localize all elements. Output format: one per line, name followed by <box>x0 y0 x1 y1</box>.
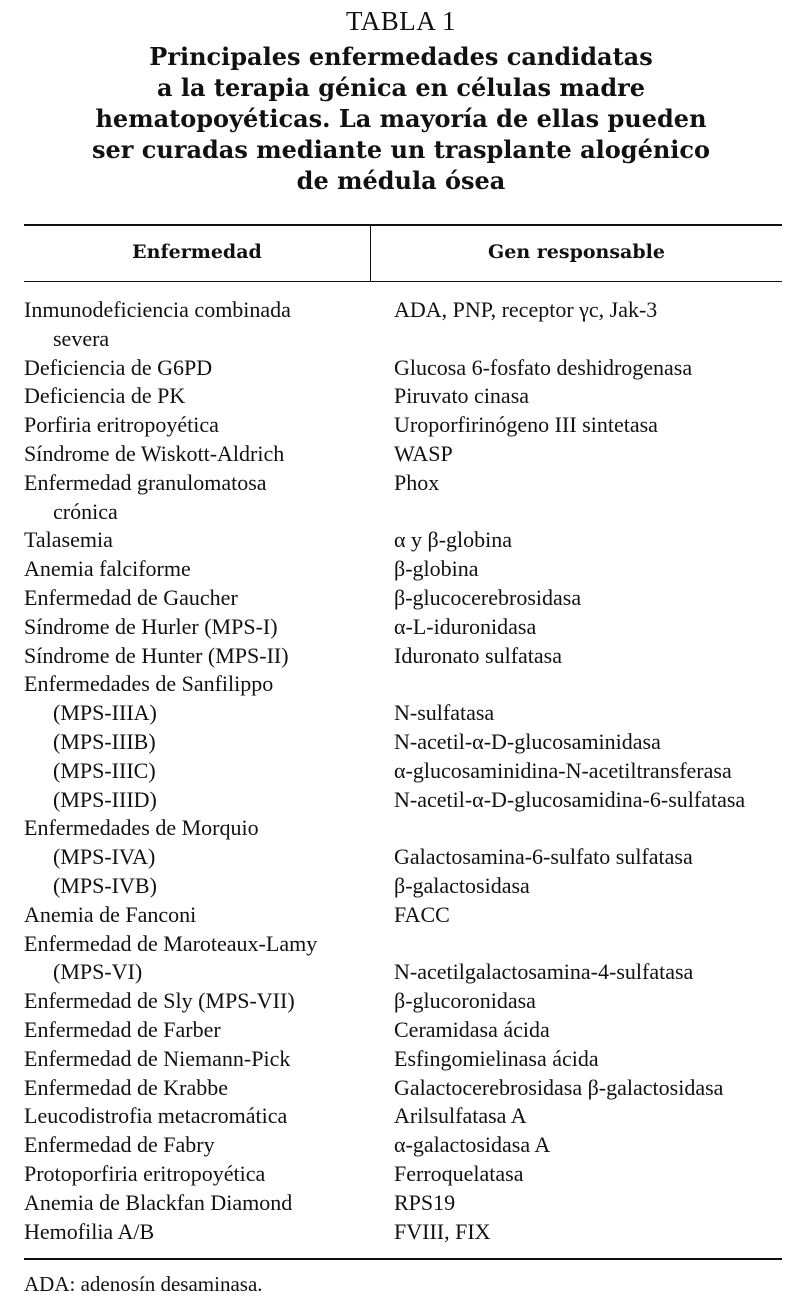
disease-cell: (MPS-IIID) <box>53 786 157 812</box>
table-title <box>0 41 802 196</box>
disease-cell: Anemia de Fanconi <box>24 901 197 927</box>
table-row <box>24 584 784 613</box>
disease-cell: (MPS-IIIA) <box>53 700 157 726</box>
table-title-line: a la terapia génica en células madre <box>156 73 646 102</box>
gene-cell <box>394 325 784 354</box>
table-row <box>24 469 784 498</box>
table-row <box>24 930 784 959</box>
gene-cell <box>394 814 784 843</box>
gene-cell: β-glucocerebrosidasa <box>394 584 582 610</box>
table-row <box>24 642 784 671</box>
gene-cell: N-acetil-α-D-glucosaminidasa <box>394 728 661 754</box>
table-row <box>24 1045 784 1074</box>
disease-cell: severa <box>53 325 110 351</box>
gene-cell: β-glucoronidasa <box>394 988 536 1014</box>
table-row <box>24 1074 784 1103</box>
disease-cell: Talasemia <box>24 527 113 553</box>
disease-cell: Enfermedad de Gaucher <box>24 584 238 610</box>
table-row <box>24 958 784 987</box>
gene-cell: N-acetilgalactosamina-4-sulfatasa <box>394 959 694 985</box>
gene-cell: N-sulfatasa <box>394 700 495 726</box>
disease-cell: (MPS-VI) <box>53 959 143 985</box>
table-row <box>24 901 784 930</box>
table-caption <box>0 6 802 196</box>
gene-cell: α-galactosidasa A <box>394 1132 551 1158</box>
table-row <box>24 872 784 901</box>
table-row <box>24 325 784 354</box>
gene-cell <box>394 498 784 527</box>
disease-cell: (MPS-IIIC) <box>53 757 156 783</box>
table-row <box>24 757 784 786</box>
table-row <box>24 1131 784 1160</box>
gene-cell: β-galactosidasa <box>394 872 530 898</box>
header-bottom-rule <box>24 281 782 282</box>
disease-cell: (MPS-IVB) <box>53 872 157 898</box>
disease-cell: Enfermedad de Fabry <box>24 1132 215 1158</box>
table-row <box>24 354 784 383</box>
table-row <box>24 498 784 527</box>
disease-cell: Porfiria eritropoyética <box>24 412 219 438</box>
gene-cell: Uroporfirinógeno III sintetasa <box>394 412 658 438</box>
disease-cell: Hemofilia A/B <box>24 1218 155 1244</box>
table-label: TABLA 1 <box>345 6 457 36</box>
gene-cell: Ferroquelatasa <box>394 1160 524 1186</box>
table-row <box>24 555 784 584</box>
table-row <box>24 786 784 815</box>
table-title-line: Principales enfermedades candidatas <box>149 42 653 71</box>
disease-cell: Deficiencia de G6PD <box>24 354 213 380</box>
disease-cell: Anemia de Blackfan Diamond <box>24 1189 293 1215</box>
gene-cell: Iduronato sulfatasa <box>394 642 562 668</box>
table-title-line: hematopoyéticas. La mayoría de ellas pueden <box>95 104 707 133</box>
table-row <box>24 411 784 440</box>
table-row <box>24 987 784 1016</box>
table-row <box>24 728 784 757</box>
header-gene: Gen responsable <box>488 241 665 263</box>
disease-cell: Síndrome de Wiskott-Aldrich <box>24 440 285 466</box>
table-top-rule <box>24 224 782 226</box>
disease-cell: Protoporfiria eritropoyética <box>24 1160 266 1186</box>
disease-cell: Leucodistrofia metacromática <box>24 1103 288 1129</box>
table-row <box>24 814 784 843</box>
gene-cell: ADA, PNP, receptor γc, Jak-3 <box>394 297 658 322</box>
table-title-line: de médula ósea <box>296 166 506 195</box>
disease-cell: Enfermedad de Maroteaux-Lamy <box>24 930 318 956</box>
disease-cell: Síndrome de Hunter (MPS-II) <box>24 642 289 668</box>
table-row <box>24 1218 784 1247</box>
disease-cell: Enfermedad de Niemann-Pick <box>24 1045 291 1071</box>
gene-cell: Galactocerebrosidasa β-galactosidasa <box>394 1074 724 1100</box>
table-row <box>24 1189 784 1218</box>
table-row <box>24 296 784 325</box>
gene-cell: Piruvato cinasa <box>394 383 530 409</box>
table-row <box>24 440 784 469</box>
disease-cell: Enfermedades de Morquio <box>24 815 259 841</box>
gene-cell: Arilsulfatasa A <box>394 1103 527 1129</box>
gene-cell: Glucosa 6-fosfato deshidrogenasa <box>394 354 693 380</box>
table-bottom-rule <box>24 1258 782 1260</box>
gene-cell: Ceramidasa ácida <box>394 1016 550 1042</box>
disease-cell: Enfermedad de Farber <box>24 1016 221 1042</box>
gene-cell: RPS19 <box>394 1189 456 1215</box>
table-row <box>24 670 784 699</box>
gene-cell: FVIII, FIX <box>394 1218 491 1244</box>
table-row <box>24 526 784 555</box>
disease-cell: Deficiencia de PK <box>24 383 186 409</box>
table-row <box>24 382 784 411</box>
disease-cell: Anemia falciforme <box>24 556 191 582</box>
disease-cell: (MPS-IIIB) <box>53 728 156 754</box>
disease-cell: Síndrome de Hurler (MPS-I) <box>24 613 278 639</box>
gene-cell: α-glucosaminidina-N-acetiltransferasa <box>394 757 732 783</box>
table-row <box>24 1016 784 1045</box>
gene-cell: Phox <box>394 469 440 495</box>
gene-cell: α y β-globina <box>394 527 513 553</box>
gene-cell: Galactosamina-6-sulfato sulfatasa <box>394 844 693 870</box>
table-row <box>24 699 784 728</box>
table-row <box>24 1160 784 1189</box>
gene-cell: FACC <box>394 901 450 927</box>
disease-cell: Enfermedad de Krabbe <box>24 1074 229 1100</box>
disease-cell: crónica <box>53 498 118 524</box>
table-row <box>24 843 784 872</box>
table-body <box>24 296 784 1246</box>
disease-cell: Enfermedad granulomatosa <box>24 469 267 495</box>
disease-cell: (MPS-IVA) <box>53 844 156 870</box>
gene-cell <box>394 670 784 699</box>
gene-cell: Esfingomielinasa ácida <box>394 1045 599 1071</box>
gene-cell <box>394 930 784 959</box>
gene-cell: β-globina <box>394 556 479 582</box>
table-row <box>24 613 784 642</box>
gene-cell: α-L-iduronidasa <box>394 613 537 639</box>
table-row <box>24 1102 784 1131</box>
table-footnote: ADA: adenosín desaminasa. <box>24 1272 263 1296</box>
disease-cell: Inmunodeficiencia combinada <box>24 297 291 322</box>
table-title-line: ser curadas mediante un trasplante alogénico <box>91 135 711 164</box>
header-disease: Enfermedad <box>132 241 262 263</box>
gene-cell: WASP <box>394 440 453 466</box>
disease-cell: Enfermedad de Sly (MPS-VII) <box>24 988 295 1014</box>
gene-cell: N-acetil-α-D-glucosamidina-6-sulfatasa <box>394 786 746 812</box>
disease-cell: Enfermedades de Sanfilippo <box>24 671 274 697</box>
